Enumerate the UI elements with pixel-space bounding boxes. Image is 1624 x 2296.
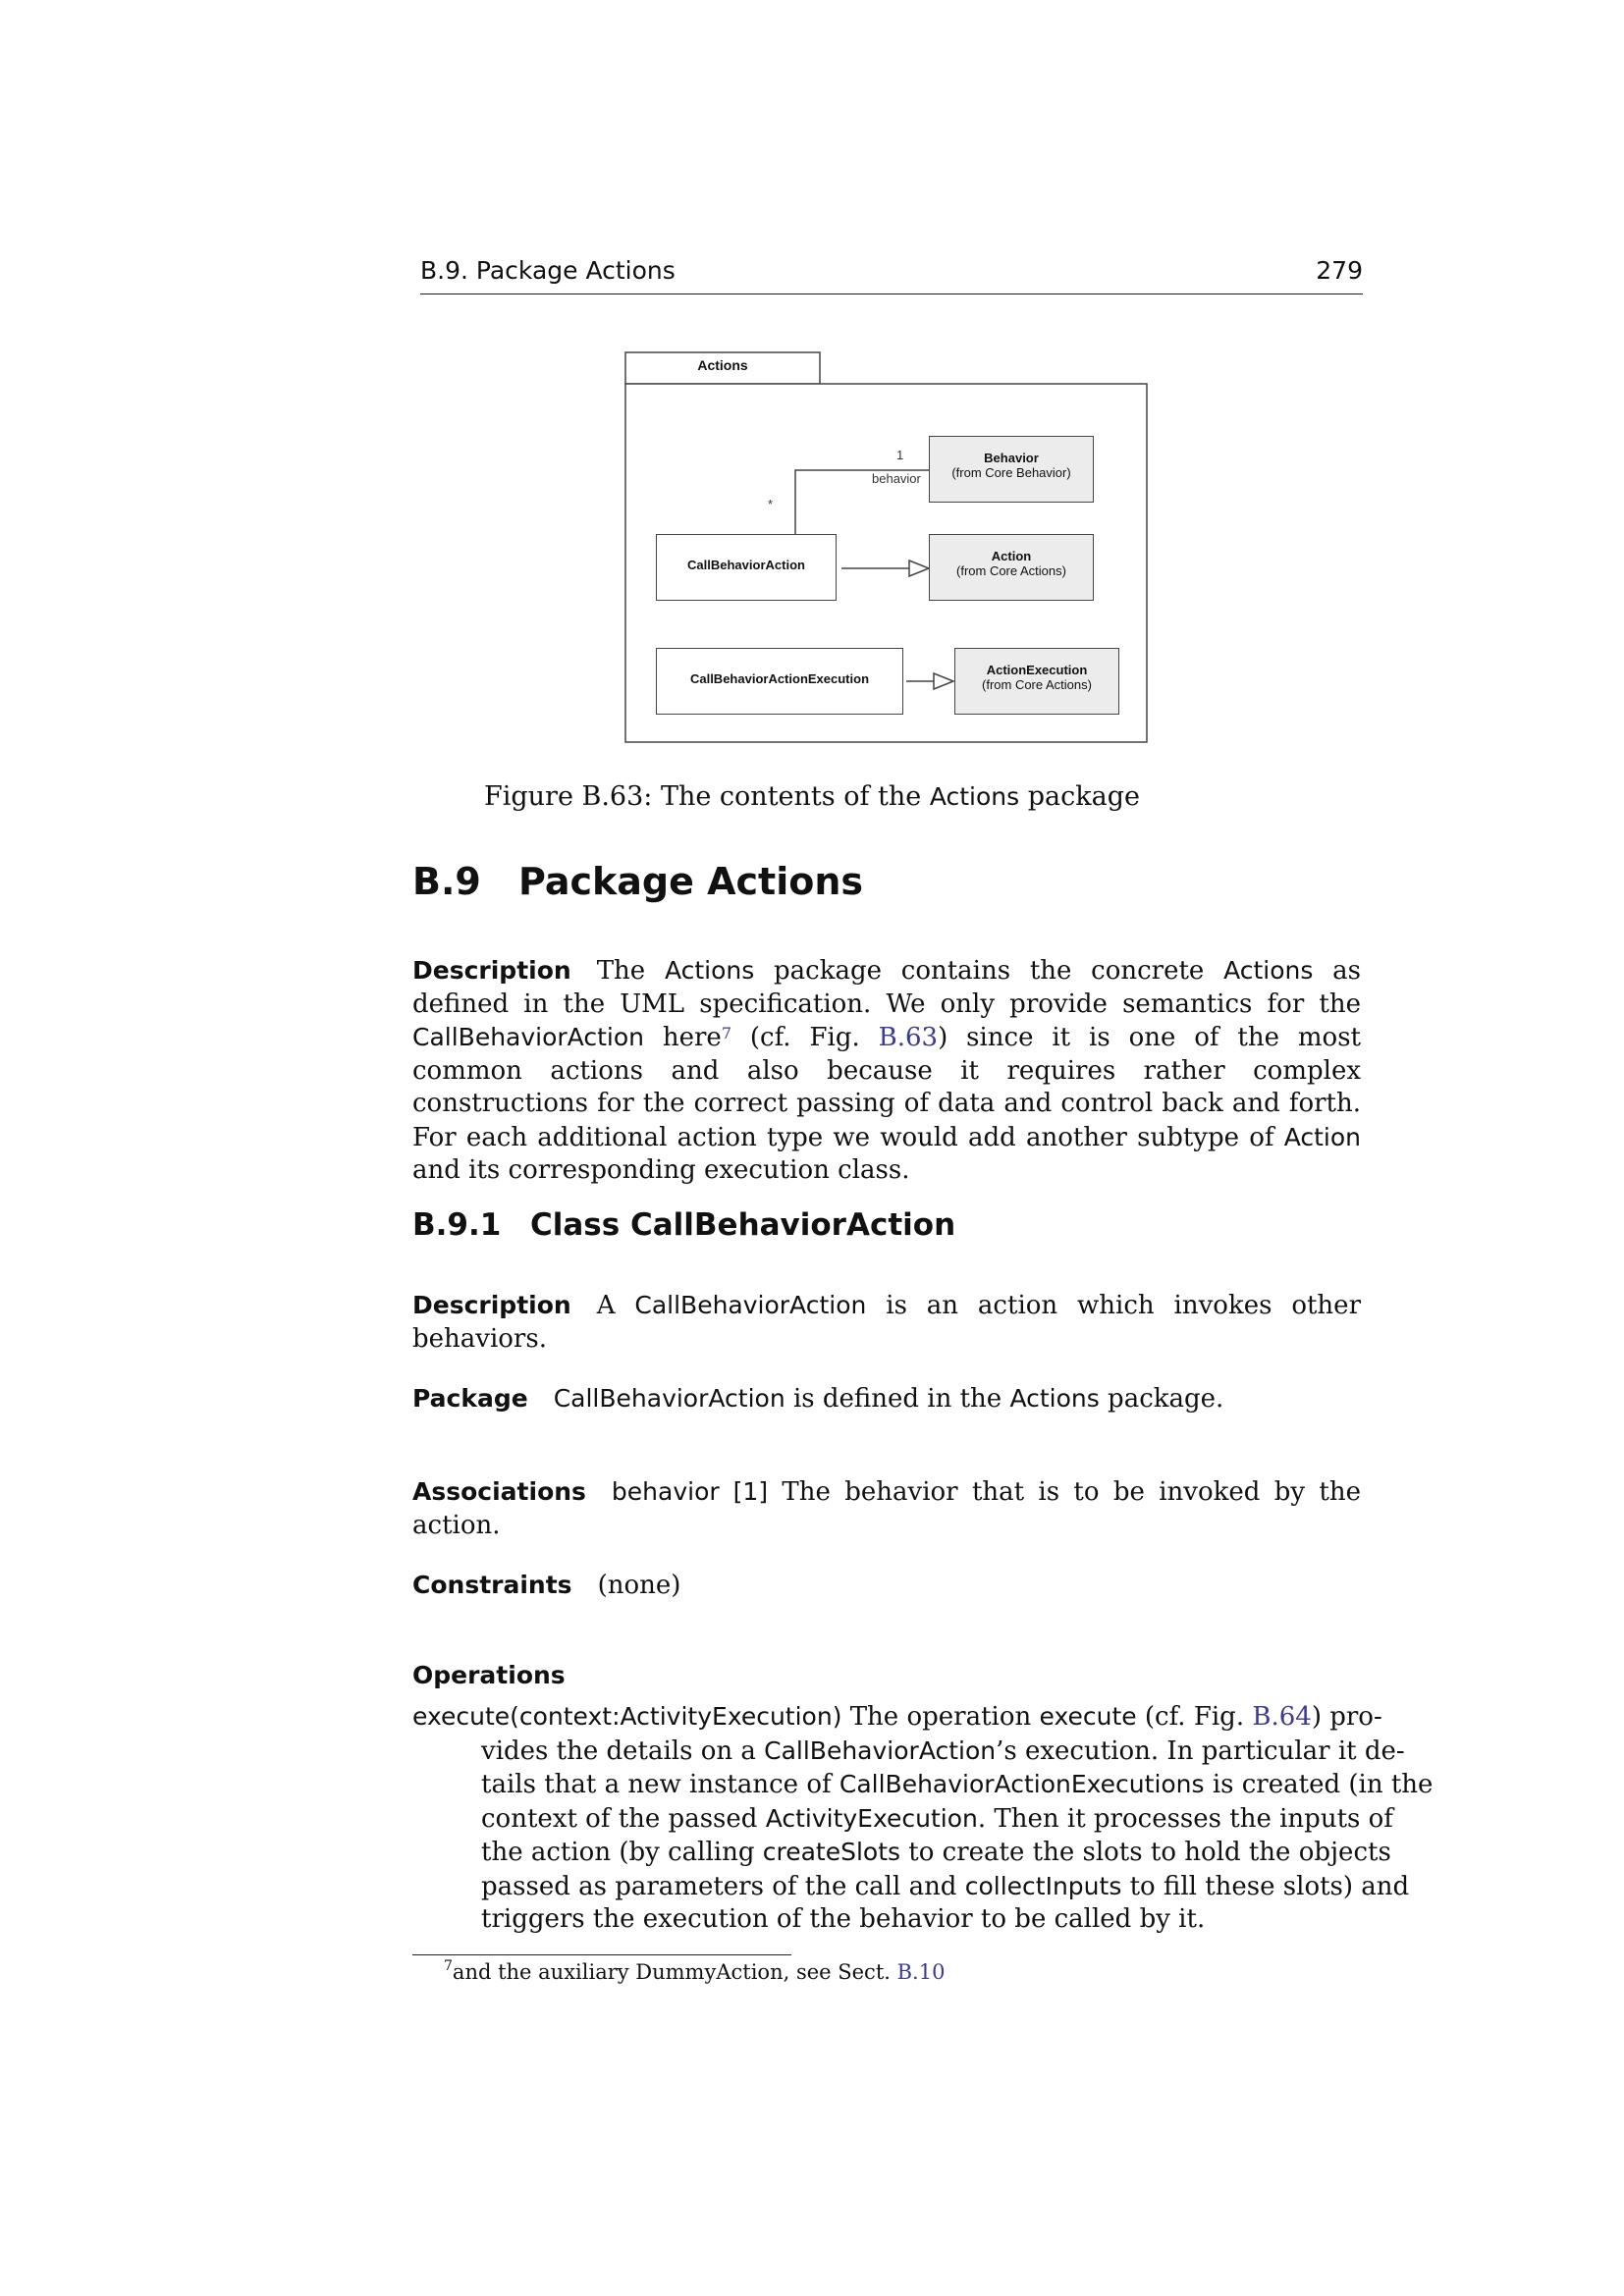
identifier: CallBehaviorAction [412, 1023, 644, 1051]
identifier: Actions [1223, 956, 1314, 985]
class-name: Behavior [984, 451, 1039, 465]
class-name: Action [991, 549, 1032, 563]
identifier: Actions [664, 956, 755, 985]
identifier: CallBehaviorAction [553, 1384, 785, 1413]
identifier: ActivityExecution [765, 1803, 978, 1833]
caption-text: Figure B.63: The contents of the [484, 781, 930, 812]
figure-link[interactable]: B.63 [878, 1023, 939, 1052]
caption-term: Actions [929, 782, 1020, 811]
associations-label: Associations [412, 1477, 586, 1506]
class-action-execution [954, 648, 1119, 715]
class-behavior [929, 436, 1094, 503]
running-header-section: B.9. Package Actions [420, 256, 676, 285]
operation-signature: execute(context:ActivityExecution) [412, 1702, 842, 1731]
uml-figure [624, 351, 1149, 750]
package-paragraph: Package CallBehaviorAction is defined in the Actions package. [412, 1384, 1224, 1414]
class-call-behavior-action-execution [656, 648, 903, 715]
footnote-link[interactable]: 7 [721, 1024, 732, 1042]
page-number: 279 [1316, 256, 1363, 285]
footnote-rule [412, 1954, 791, 1955]
operation-entry: execute(context:ActivityExecution) The operation execute (cf. Fig. B.64) pro- vides the details on a CallBehaviorAction’s execution. In particular it de- tails that a new instance of CallBehaviorActionExecutions is created (in the context of the passed ActivityExecution. Then it processes the inputs of the action (by calling createSlots to create the slots to hold the objects passed as parameters of the call and collectInputs to fill these slots) and triggers the execution of the behavior to be called by it. [412, 1702, 1434, 1934]
identifier: execute [1039, 1702, 1137, 1731]
section-heading [412, 860, 863, 903]
identifier: createSlots [762, 1838, 901, 1866]
class-call-behavior-action [656, 534, 837, 601]
class-name: CallBehaviorAction [687, 558, 805, 572]
section-title: Package Actions [518, 860, 864, 903]
identifier: Action [1283, 1122, 1361, 1151]
role-behavior: behavior [872, 471, 921, 486]
class-origin: (from Core Actions) [956, 563, 1066, 578]
subsection-number: B.9.1 [412, 1207, 502, 1243]
identifier: collectInputs [964, 1871, 1122, 1900]
figure-link[interactable]: B.64 [1252, 1702, 1312, 1732]
class-name: CallBehaviorActionExecution [689, 671, 870, 686]
class-origin: (from Core Behavior) [951, 465, 1071, 480]
identifier: CallBehaviorAction [764, 1735, 997, 1765]
subsection-heading [412, 1207, 955, 1243]
description-label: Description [412, 1291, 571, 1319]
description-label: Description [412, 956, 571, 985]
subsection-title: Class CallBehaviorAction [530, 1207, 956, 1243]
identifier: behavior [1] [611, 1477, 769, 1506]
footnote [444, 1960, 945, 1984]
caption-text-end: package [1019, 781, 1140, 812]
associations-paragraph: Associations behavior [1] The behavior that is to be invoked by the action. [412, 1477, 1362, 1540]
footnote-mark: 7 [444, 1958, 453, 1974]
package-tab-label: Actions [697, 357, 748, 373]
figure-caption [0, 781, 1624, 812]
identifier: Actions [1009, 1384, 1100, 1413]
class-name: ActionExecution [986, 663, 1088, 677]
operations-heading: Operations [412, 1661, 566, 1689]
class-description: Description A CallBehaviorAction is an action which invokes other behaviors. [412, 1291, 1361, 1354]
section-number: B.9 [412, 860, 481, 903]
footnote-text: and the auxiliary DummyAction, see Sect. [452, 1960, 897, 1984]
section-description: Description The Actions package contains the concrete Actions as defined in the UML specification. We only provide semantics for the CallBehaviorAction here$^7$ (cf. Fig. B.63) since it is one of the most common actions and also because it requires rather complex constructions for the correct passing of data and control back and forth. For each additional action type we would add another subtype of Action and its corresponding execution class. [412, 956, 1361, 1185]
section-link[interactable]: B.10 [896, 1960, 946, 1984]
class-action [929, 534, 1094, 601]
identifier: CallBehaviorAction [634, 1291, 867, 1319]
constraints-paragraph: Constraints (none) [412, 1571, 681, 1600]
identifier: CallBehaviorActionExecutions [839, 1770, 1205, 1798]
class-origin: (from Core Actions) [982, 677, 1092, 692]
constraints-label: Constraints [412, 1571, 572, 1599]
package-label: Package [412, 1384, 528, 1413]
multiplicity-many: * [768, 497, 774, 511]
multiplicity-one: 1 [896, 448, 904, 462]
running-header [420, 252, 1363, 294]
